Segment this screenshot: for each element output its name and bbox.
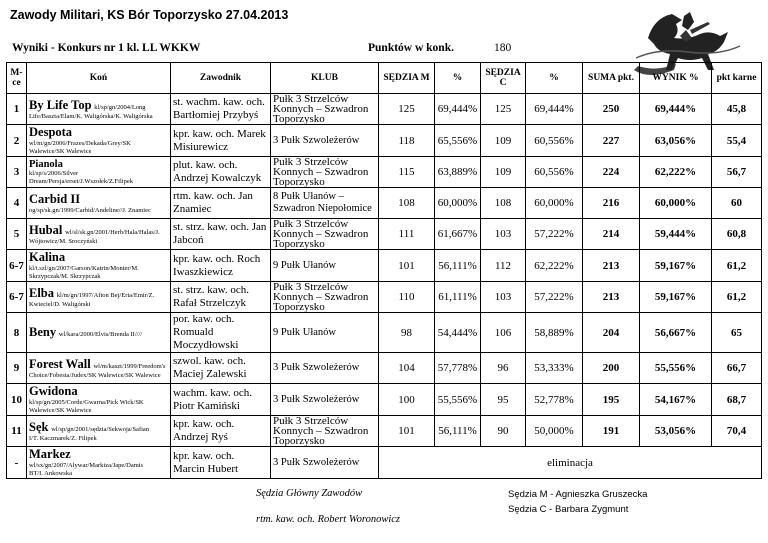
cell-pct-c: 57,222% [526,219,583,250]
cell-pct-m: 65,556% [435,125,481,157]
header-judge-m: SĘDZIA M [379,63,435,94]
cell-club: Pułk 3 Strzelców Konnych – Szwadron Toporzysko [271,94,379,125]
cell-judge-m: 104 [379,353,435,384]
cell-judge-m: 118 [379,125,435,157]
horse-pedigree-cont: Dream/Persja/erset/J.Wszołek/Z.Filipek [29,177,133,185]
cell-judge-c: 109 [481,125,526,157]
horse-name: Hubal [29,222,63,237]
cell-pct-m: 55,556% [435,384,481,416]
horse-name: Forest Wall [29,356,91,371]
cell-sum: 191 [583,416,640,447]
header-place: M-ce [7,63,27,94]
cell-judge-m: 98 [379,313,435,353]
cell-club: Pułk 3 Strzelców Konnych – Szwadron Toporzysko [271,282,379,313]
table-row [7,416,762,447]
horse-name: Beny [29,325,57,339]
cell-result: 63,056% [640,125,712,157]
horse-pedigree: kl/m/gn/1997/Afton Bej/Eria/Emir/Z. [56,291,155,299]
cell-penalty: 45,8 [712,94,762,125]
competition-subtitle: Wyniki - Konkurs nr 1 kl. LL WKKW [12,42,201,54]
cell-place: 10 [7,384,27,416]
horse-name: By Life Top [29,97,92,112]
horse-name: Gwidona [29,384,78,398]
cell-result: 54,167% [640,384,712,416]
cell-judge-m: 125 [379,94,435,125]
cell-pct-m: 54,444% [435,313,481,353]
cell-result: 59,167% [640,250,712,282]
table-row [7,250,762,282]
cell-judge-c: 90 [481,416,526,447]
horse-pedigree-cont: Walewice/SK Walewice [29,407,92,414]
header-pct-c: % [526,63,583,94]
cell-result: 59,167% [640,282,712,313]
cell-pct-m: 56,111% [435,250,481,282]
cell-penalty: 61,2 [712,282,762,313]
points-value: 180 [494,42,512,54]
cell-sum: 224 [583,157,640,188]
cell-penalty: 60 [712,188,762,219]
cell-pct-c: 60,556% [526,157,583,188]
cell-sum: 214 [583,219,640,250]
cell-pct-c: 52,778% [526,384,583,416]
cell-judge-c: 96 [481,353,526,384]
cell-horse [27,125,171,157]
table-row [7,447,762,479]
cell-sum: 200 [583,353,640,384]
cell-horse [27,219,171,250]
cell-penalty: 68,7 [712,384,762,416]
horse-pedigree-cont: I/T. Kaczmarek/Z. Filipek [29,434,97,442]
cell-place: 6-7 [7,250,27,282]
cell-judge-m: 101 [379,416,435,447]
cell-sum: 195 [583,384,640,416]
table-row [7,353,762,384]
cell-rider: st. strz. kaw. och. Jan Jabcoń [171,219,271,250]
horse-pedigree: wl/m/gn/2006/Frazes/Dekada/Grey/SK [29,140,131,147]
cell-penalty: 55,4 [712,125,762,157]
cell-club: Pułk 3 Strzelców Konnych – Szwadron Toporzysko [271,219,379,250]
horse-pedigree: kl/sp/gn/2005/Corde/Gwarna/Pick Wick/SK [29,399,144,406]
cell-club: 3 Pułk Szwoleżerów [271,353,379,384]
cell-rider: rtm. kaw. och. Jan Znamiec [171,188,271,219]
cell-horse [27,94,171,125]
cell-place: 6-7 [7,282,27,313]
cell-result: 59,444% [640,219,712,250]
cell-place: 1 [7,94,27,125]
cell-sum: 213 [583,250,640,282]
cell-sum: 227 [583,125,640,157]
cell-judge-c: 112 [481,250,526,282]
cell-judge-c: 108 [481,188,526,219]
table-row [7,125,762,157]
horse-pedigree: wl/m/kaszt/1999/Freedom's [93,362,166,370]
cell-pct-c: 58,889% [526,313,583,353]
cell-place: 5 [7,219,27,250]
cell-rider: wachm. kaw. och. Piotr Kamiński [171,384,271,416]
cell-result: 69,444% [640,94,712,125]
cell-result: 53,056% [640,416,712,447]
cell-penalty: 66,7 [712,353,762,384]
table-row [7,157,762,188]
header-club: KLUB [271,63,379,94]
cell-rider: szwol. kaw. och. Maciej Zalewski [171,353,271,384]
cell-sum: 216 [583,188,640,219]
cell-pct-m: 69,444% [435,94,481,125]
cell-club: 9 Pułk Ułanów [271,250,379,282]
cell-judge-m: 115 [379,157,435,188]
cell-judge-c: 109 [481,157,526,188]
table-row [7,94,762,125]
cell-horse [27,447,171,479]
header-judge-c: SĘDZIA C [481,63,526,94]
judge-c-line: Sędzia C - Barbara Zygmunt [508,504,629,515]
header-result: WYNIK % [640,63,712,94]
horse-pedigree-cont: Choice/Fobesta/Judex/SK Walewice/SK Walewice [29,371,161,379]
cell-rider: plut. kaw. och. Andrzej Kowalczyk [171,157,271,188]
cell-horse [27,157,171,188]
cell-judge-c: 106 [481,313,526,353]
cell-judge-m: 108 [379,188,435,219]
cell-place: 8 [7,313,27,353]
horse-pedigree: kl/t.szl/gn/2007/Garson/Katrin/Monter/M. [29,265,139,272]
header-penalty: pkt karne [712,63,762,94]
cell-place: 3 [7,157,27,188]
cell-judge-c: 125 [481,94,526,125]
cell-club: 3 Pułk Szwoleżerów [271,384,379,416]
cell-place: 4 [7,188,27,219]
cell-rider: kpr. kaw. och. Andrzej Ryś [171,416,271,447]
cell-horse [27,313,171,353]
cell-judge-c: 103 [481,219,526,250]
horse-name: Sęk [29,419,49,434]
cell-place: 11 [7,416,27,447]
cell-result: 60,000% [640,188,712,219]
horse-pedigree: kl/sp/gn/2004/Long [94,103,146,111]
horse-name: Despota [29,125,73,139]
horse-pedigree-cont: Walewice/SK Walewice [29,148,92,155]
cell-club: 8 Pułk Ułanów – Szwadron Niepołomice [271,188,379,219]
cell-judge-c: 103 [481,282,526,313]
cell-club: 9 Pułk Ułanów [271,313,379,353]
cell-club: 3 Pułk Szwoleżerów [271,447,379,479]
header-rider: Zawodnik [171,63,271,94]
table-row [7,384,762,416]
cell-pct-m: 61,667% [435,219,481,250]
cell-pct-c: 60,556% [526,125,583,157]
cell-pct-c: 60,000% [526,188,583,219]
cell-pct-c: 50,000% [526,416,583,447]
cell-pct-m: 57,778% [435,353,481,384]
cell-penalty: 61,2 [712,250,762,282]
cell-horse [27,416,171,447]
cell-club: Pułk 3 Strzelców Konnych – Szwadron Toporzysko [271,157,379,188]
cell-place: - [7,447,27,479]
cell-pct-c: 62,222% [526,250,583,282]
cell-horse [27,384,171,416]
header-sum: SUMA pkt. [583,63,640,94]
horse-name: Elba [29,285,55,300]
horse-name: Carbid II [29,191,81,206]
chief-judge-label: Sędzia Główny Zawodów [256,488,363,499]
cell-penalty: 70,4 [712,416,762,447]
horse-pedigree: wl/sl/sk.gn/2001/Herb/Hala/Halas/J. [65,228,160,236]
cell-rider: kpr. kaw. och. Marek Misiurewicz [171,125,271,157]
cell-rider: por. kaw. och. Romuald Moczydłowski [171,313,271,353]
header-horse: Koń [27,63,171,94]
cell-result: 62,222% [640,157,712,188]
horse-pedigree: wl/sx/gn/2007/Alywar/Markiza/Jape/Damis [29,462,144,469]
horse-name: Markez [29,447,71,461]
horse-name: Pianola [29,158,63,170]
cell-horse [27,353,171,384]
horse-pedigree: og/sp/sk.gn/1999/Carbid/Andeline//J. Znamiec [29,206,151,214]
cell-judge-m: 111 [379,219,435,250]
table-row [7,188,762,219]
cell-judge-m: 101 [379,250,435,282]
cell-penalty: 60,8 [712,219,762,250]
cell-pct-c: 69,444% [526,94,583,125]
cell-rider: kpr. kaw. och. Marcin Hubert [171,447,271,479]
cell-horse [27,188,171,219]
cell-sum: 250 [583,94,640,125]
horse-pedigree-cont: BT/I. Ankowska [29,470,72,477]
cell-penalty: 65 [712,313,762,353]
header-pct-m: % [435,63,481,94]
cell-pct-m: 61,111% [435,282,481,313]
judge-m-line: Sędzia M - Agnieszka Gruszecka [508,489,648,500]
cell-result: 55,556% [640,353,712,384]
cell-club: 3 Pułk Szwoleżerów [271,125,379,157]
cell-horse [27,282,171,313]
table-row [7,282,762,313]
cell-judge-c: 95 [481,384,526,416]
cell-rider: kpr. kaw. och. Roch Iwaszkiewicz [171,250,271,282]
horse-pedigree: kl/sp/s/2006/Silver [29,169,79,177]
cell-penalty: 56,7 [712,157,762,188]
horse-name: Kalina [29,250,66,264]
cell-rider: st. wachm. kaw. och. Bartłomiej Przybyś [171,94,271,125]
cell-pct-m: 56,111% [435,416,481,447]
cell-judge-m: 100 [379,384,435,416]
cell-pct-m: 60,000% [435,188,481,219]
cell-place: 9 [7,353,27,384]
cell-horse [27,250,171,282]
results-table [6,62,762,479]
horse-pedigree-cont: Kwieciel/D. Waligórski [29,300,91,308]
horse-pedigree-cont: Skrzypczak/M. Skrzypczak [29,273,101,280]
judges-list [508,487,647,517]
horse-pedigree: wl/sp/gn/2001/sędzia/Sekwoja/Safian [51,425,150,433]
page-title: Zawody Militari, KS Bór Toporzysko 27.04.2013 [10,8,289,22]
cell-judge-m: 110 [379,282,435,313]
horse-pedigree-cont: Wójtowicz/M. Sroczyński [29,237,98,245]
cell-result: 56,667% [640,313,712,353]
cell-rider: st. strz. kaw. och. Rafał Strzelczyk [171,282,271,313]
cell-sum: 213 [583,282,640,313]
table-row [7,219,762,250]
elimination-label: eliminacja [379,447,762,479]
cell-pct-c: 57,222% [526,282,583,313]
cell-pct-m: 63,889% [435,157,481,188]
points-label: Punktów w konk. [368,42,454,54]
cell-pct-c: 53,333% [526,353,583,384]
horse-pedigree: wl/kara/2000/Elvis/Brenda II//// [58,331,143,338]
horse-pedigree-cont: Life/Baszta/Elam/K. Waligórska/K. Waligórska [29,112,153,120]
cell-sum: 204 [583,313,640,353]
cell-club: Pułk 3 Strzelców Konnych – Szwadron Toporzysko [271,416,379,447]
chief-judge-name: rtm. kaw. och. Robert Woronowicz [256,514,400,525]
table-row [7,313,762,353]
table-header [7,63,762,94]
cell-place: 2 [7,125,27,157]
